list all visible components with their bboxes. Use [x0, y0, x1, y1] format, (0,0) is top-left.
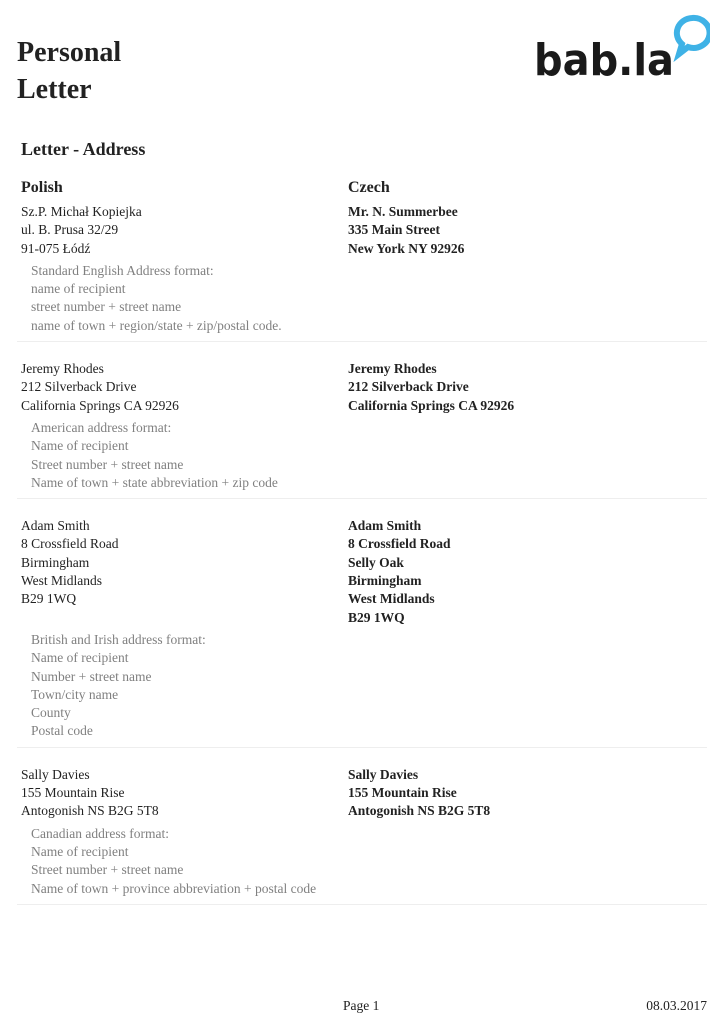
- source-address-line: Antogonish NS B2G 5T8: [21, 803, 159, 819]
- source-language-header: Polish: [21, 179, 63, 196]
- format-note: [17, 631, 707, 741]
- format-note-line: British and Irish address format:: [31, 631, 206, 647]
- print-date: 08.03.2017: [646, 998, 707, 1013]
- address-entries: [0, 203, 725, 923]
- target-address-line: B29 1WQ: [348, 609, 405, 625]
- source-address-line: 212 Silverback Drive: [21, 379, 137, 395]
- format-note-line: Street number + street name: [31, 456, 184, 472]
- source-address: [17, 517, 348, 627]
- target-address-line: Adam Smith: [348, 518, 422, 534]
- source-address-line: ul. B. Prusa 32/29: [21, 222, 119, 238]
- speech-bubble-icon: [677, 18, 710, 54]
- format-note-line: Canadian address format:: [31, 825, 169, 841]
- address-row: [17, 517, 707, 627]
- target-address: [348, 360, 707, 415]
- format-note-line: Town/city name: [31, 686, 119, 702]
- format-note-line: Name of recipient: [31, 650, 129, 666]
- format-note-line: Number + street name: [31, 668, 152, 684]
- section-heading: Letter - Address: [21, 139, 146, 159]
- format-note-line: Name of recipient: [31, 438, 129, 454]
- target-address-line: Birmingham: [348, 573, 422, 589]
- target-address: [348, 517, 707, 627]
- title-line-1: Personal: [17, 37, 122, 68]
- format-note: [17, 825, 707, 898]
- page-number: Page 1: [343, 998, 380, 1013]
- address-entry: [17, 203, 707, 342]
- source-address-line: West Midlands: [21, 573, 103, 589]
- address-entry: [17, 517, 707, 748]
- format-note-line: Postal code: [31, 723, 93, 739]
- format-note-line: Name of recipient: [31, 843, 129, 859]
- target-address-line: Sally Davies: [348, 766, 419, 782]
- format-note-line: American address format:: [31, 419, 172, 435]
- target-address-line: 8 Crossfield Road: [348, 536, 451, 552]
- format-note: [17, 419, 707, 492]
- source-address-line: 8 Crossfield Road: [21, 536, 119, 552]
- title-line-2: Letter: [17, 74, 92, 105]
- source-address-line: Birmingham: [21, 554, 90, 570]
- target-address: [348, 203, 707, 258]
- format-note-line: name of town + region/state + zip/postal code.: [31, 317, 282, 333]
- target-language-header: Czech: [348, 179, 390, 196]
- logo-wordmark: bab.la: [534, 35, 674, 80]
- target-address-line: New York NY 92926: [348, 240, 465, 256]
- address-row: [17, 203, 707, 258]
- target-address: [348, 766, 707, 821]
- address-row: [17, 360, 707, 415]
- format-note-line: name of recipient: [31, 281, 126, 297]
- format-note-line: Name of town + state abbreviation + zip code: [31, 474, 278, 490]
- format-note-line: Street number + street name: [31, 862, 184, 878]
- format-note-line: Name of town + province abbreviation + postal code: [31, 880, 317, 896]
- target-address-line: Jeremy Rhodes: [348, 361, 437, 377]
- source-address-line: 91-075 Łódź: [21, 240, 91, 256]
- target-address-line: 155 Mountain Rise: [348, 785, 457, 801]
- source-address-line: Sally Davies: [21, 766, 90, 782]
- target-address-line: Antogonish NS B2G 5T8: [348, 803, 491, 819]
- target-address-line: 335 Main Street: [348, 222, 440, 238]
- format-note-line: Standard English Address format:: [31, 262, 214, 278]
- target-address-line: West Midlands: [348, 591, 435, 607]
- source-address-line: B29 1WQ: [21, 591, 77, 607]
- format-note-line: street number + street name: [31, 299, 182, 315]
- target-address-line: Mr. N. Summerbee: [348, 204, 458, 219]
- source-address-line: Sz.P. Michał Kopiejka: [21, 204, 142, 219]
- source-address: [17, 766, 348, 821]
- target-address-line: Selly Oak: [348, 554, 404, 570]
- address-row: [17, 766, 707, 821]
- source-address-line: 155 Mountain Rise: [21, 785, 125, 801]
- source-address-line: California Springs CA 92926: [21, 397, 179, 413]
- target-address-line: California Springs CA 92926: [348, 397, 515, 413]
- source-address: [17, 203, 348, 258]
- format-note-line: County: [31, 705, 71, 721]
- document-title: [17, 34, 121, 108]
- address-entry: [17, 766, 707, 905]
- format-note: [17, 262, 707, 335]
- source-address: [17, 360, 348, 415]
- target-address-line: 212 Silverback Drive: [348, 379, 469, 395]
- address-entry: [17, 360, 707, 499]
- source-address-line: Jeremy Rhodes: [21, 361, 104, 377]
- source-address-line: Adam Smith: [21, 518, 90, 534]
- babla-logo: [534, 14, 710, 80]
